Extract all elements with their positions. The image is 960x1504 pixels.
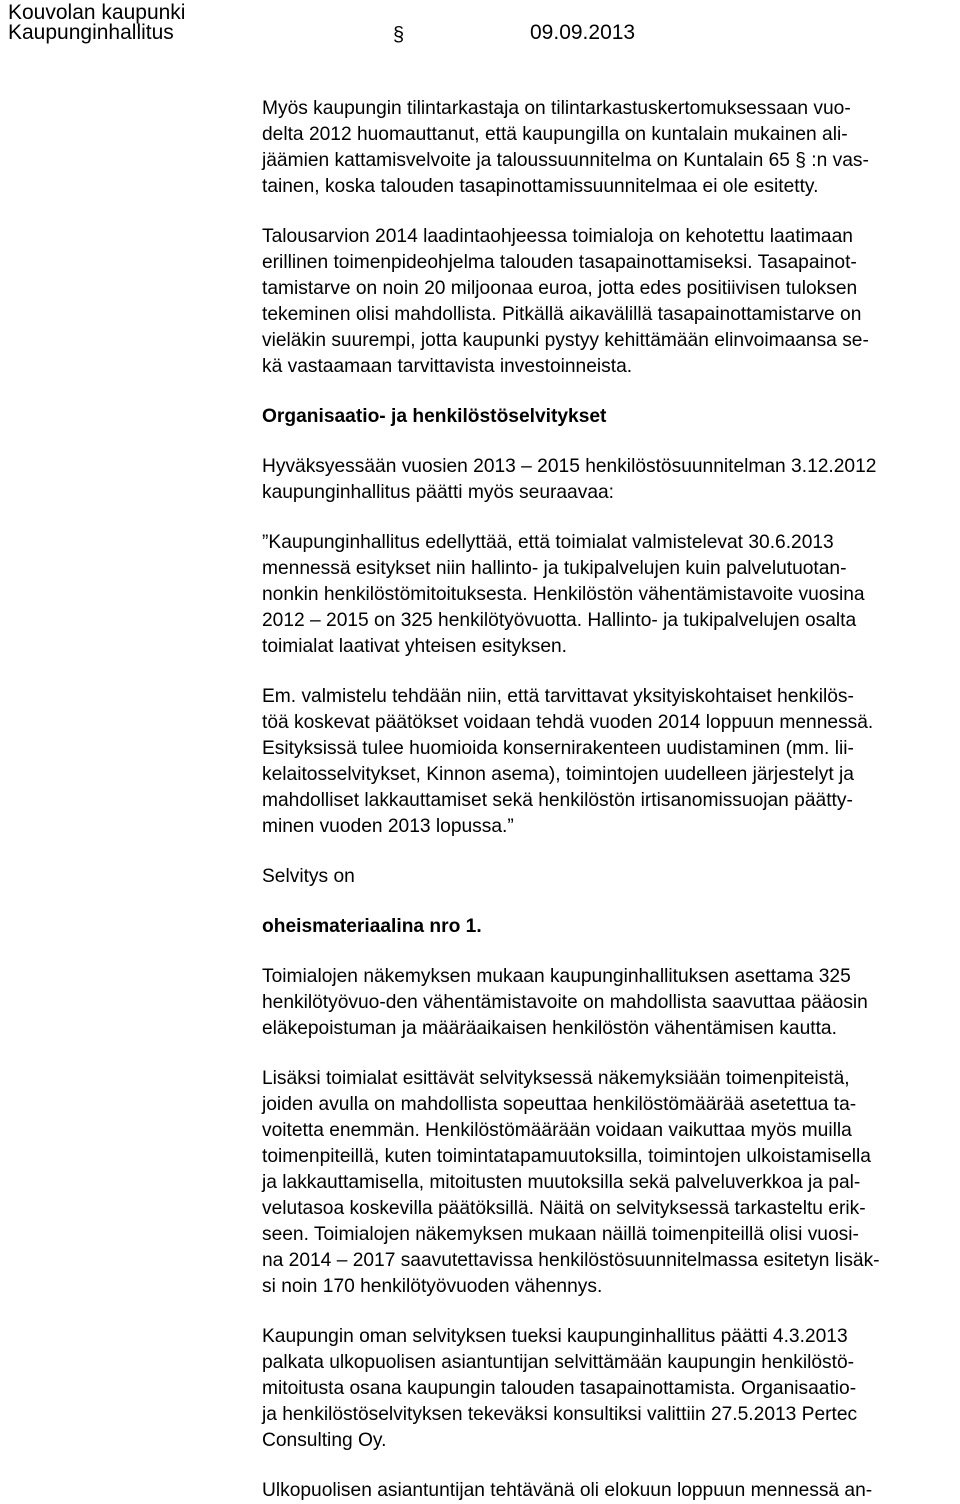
paragraph-quote-board: ”Kaupunginhallitus edellyttää, että toimialat valmistelevat 30.6.2013 mennessä esitykset niin hallinto- ja tukipalvelujen kuin palvelutuotan- nonkin henkilöstömitoituksesta. Henkilöstön vähentämistavoite vuosina 2012 – 2015 on 325 henkilötyövuotta. Hallinto- ja tukipalvelujen osalta toimialat laativat yhteisen esityksen. — [262, 532, 865, 657]
paragraph-reduction-target: Toimialojen näkemyksen mukaan kaupunginhallituksen asettama 325 henkilötyövuo-den vähentämistavoite on mahdollista saavuttaa pääosin eläkepoistuman ja määräaikaisen henkilöstön vähentämisen kautta. — [262, 966, 868, 1039]
paragraph-auditor-remark: Myös kaupungin tilintarkastaja on tilintarkastuskertomuksessaan vuo- delta 2012 huomauttanut, että kaupungilla on kuntalain mukainen ali- jäämien kattamisvelvoite ja taloussuunnitelma on Kuntalain 65 § :n vas- tainen, koska talouden tasapinottamissuunnitelmaa ei ole esitetty. — [262, 98, 869, 197]
paragraph-report-is: Selvitys on — [262, 866, 355, 887]
section-heading: Organisaatio- ja henkilöstöselvitykset — [262, 406, 607, 427]
paragraph-consultant-task: Ulkopuolisen asiantuntijan tehtävänä oli elokuun loppuun mennessä an- — [262, 1480, 873, 1501]
meeting-date: 09.09.2013 — [530, 21, 636, 44]
paragraph-additional-measures: Lisäksi toimialat esittävät selvityksessä näkemyksiään toimenpiteistä, joiden avulla on mahdollista sopeuttaa henkilöstömäärää asetettua ta- voitetta enemmän. Henkilöstömäärään voidaan vaikuttaa myös muilla toimenpiteillä, kuten toimintatapamuutoksilla, toimintojen ulkoistamisella ja lakkauttamisella, mitoitusten muutoksilla sekä palveluverkkoa ja pal- velutasoa koskevilla päätöksillä. Näitä on selvityksessä tarkasteltu erik- seen. Toimialojen näkemyksen mukaan näillä toimenpiteillä olisi vuosi- na 2014 – 2017 saavutettavissa henkilöstösuunnitelmassa esitetyn lisäk- si noin 170 henkilötyövuoden vähennys. — [262, 1068, 880, 1297]
paragraph-budget-instructions: Talousarvion 2014 laadintaohjeessa toimialoja on kehotettu laatimaan erillinen toimenpideohjelma talouden tasapainottamiseksi. Tasapainot- tamistarve on noin 20 miljoonaa euroa, jotta edes positiivisen tuloksen tekeminen olisi mahdollista. Pitkällä aikavälillä tasapainottamistarve on vieläkin suurempi, jotta kaupunki pystyy kehittämään elinvoimaansa se- kä vastaamaan tarvittavista investoinneista. — [262, 226, 869, 377]
section-mark: § — [393, 24, 405, 46]
organization-name: Kouvolan kaupunki — [8, 1, 186, 24]
document-header — [8, 20, 668, 46]
document-body — [262, 96, 960, 1504]
paragraph-consultant: Kaupungin oman selvityksen tueksi kaupunginhallitus päätti 4.3.2013 palkata ulkopuolisen asiantuntijan selvittämään kaupungin henkilöstö- mitoitusta osana kaupungin talouden tasapainottamista. Organisaatio- ja henkilöstöselvityksen tekeväksi konsultiksi valittiin 27.5.2013 Pertec Consulting Oy. — [262, 1326, 858, 1451]
paragraph-personnel-plan: Hyväksyessään vuosien 2013 – 2015 henkilöstösuunnitelman 3.12.2012 kaupunginhallitus päätti myös seuraavaa: — [262, 456, 877, 503]
body-name: Kaupunginhallitus — [8, 21, 174, 44]
paragraph-quote-preparation: Em. valmistelu tehdään niin, että tarvittavat yksityiskohtaiset henkilös- töä koskevat päätökset voidaan tehdä vuoden 2014 loppuun mennessä. Esityksissä tulee huomioida konsernirakenteen uudistaminen (mm. lii- kelaitosselvitykset, Kinnon asema), toimintojen uudelleen järjestelyt ja mahdolliset lakkauttamiset sekä henkilöstön irtisanomissuojan päätty- minen vuoden 2013 lopussa.” — [262, 686, 874, 837]
paragraph-attachment: oheismateriaalina nro 1. — [262, 916, 482, 937]
